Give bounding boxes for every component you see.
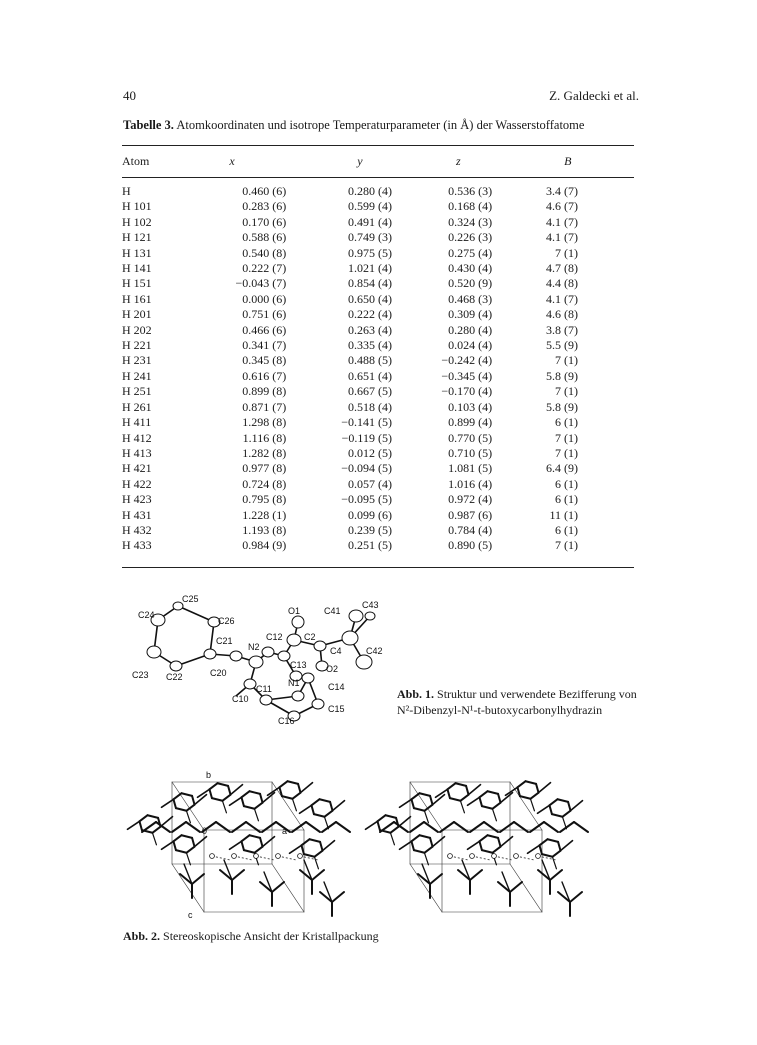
cell-b: 7 (1) [555,384,578,399]
cell-z: 0.275 (4) [448,245,493,260]
cell-atom: H 413 [122,445,152,460]
cell-y: −0.119 (5) [341,430,392,445]
cell-y: −0.094 (5) [341,461,392,476]
table-row [122,323,634,338]
cell-x: 0.871 (7) [242,399,287,414]
table-caption-label: Tabelle 3. [123,118,174,132]
cell-atom: H 131 [122,245,152,260]
molecular-structure-figure [118,592,400,748]
table-row [122,307,634,322]
cell-atom: H 202 [122,322,152,337]
cell-x: 1.116 (8) [242,430,287,445]
cell-z: −0.170 (4) [441,384,493,399]
atom-label-n1: N1 [288,678,300,688]
hydrogen-coordinates-table [122,150,634,554]
cell-y: 0.749 (3) [347,230,392,245]
running-head: Z. Galdecki et al. [549,88,639,103]
table-row [122,492,634,507]
table-top-rule [122,145,634,146]
cell-y: 0.099 (6) [347,507,392,522]
atom-label-c16: C16 [278,716,295,726]
cell-atom: H 121 [122,230,152,245]
cell-b: 11 (1) [549,507,578,522]
cell-x: 0.222 (7) [242,261,287,276]
cell-z: 0.987 (6) [448,507,493,522]
table-row [122,338,634,353]
atom-label-c20: C20 [210,668,227,678]
column-header-x: x [229,153,235,168]
cell-x: 1.193 (8) [242,522,287,537]
table-row [122,276,634,291]
cell-z: 0.770 (5) [448,430,493,445]
cell-z: −0.242 (4) [441,353,493,368]
axis-label-c: c [188,910,193,920]
cell-y: 0.280 (4) [347,184,392,198]
cell-z: 1.016 (4) [448,476,493,491]
atom-label-c25: C25 [182,594,199,604]
cell-atom: H [122,184,131,198]
cell-atom: H 241 [122,368,152,383]
cell-b: 4.1 (7) [546,214,578,229]
atom-label-c10: C10 [232,694,249,704]
column-header-z: z [455,153,461,168]
cell-b: 6 (1) [555,415,578,430]
table-row [122,353,634,368]
cell-atom: H 423 [122,492,152,507]
cell-y: 0.335 (4) [347,338,392,353]
cell-atom: H 231 [122,353,152,368]
cell-y: 0.222 (4) [347,307,392,322]
axis-label-origin: 0 [202,826,208,836]
cell-atom: H 431 [122,507,152,522]
cell-z: 0.536 (3) [448,184,493,198]
cell-atom: H 151 [122,276,152,291]
cell-atom: H 411 [122,415,152,430]
cell-z: 0.430 (4) [448,261,493,276]
atom-label-o1: O1 [288,606,301,616]
cell-y: 0.854 (4) [347,276,392,291]
atom-label-c22: C22 [166,672,183,682]
cell-atom: H 422 [122,476,152,491]
cell-y: 0.239 (5) [347,522,392,537]
cell-atom: H 421 [122,461,152,476]
cell-b: 4.4 (8) [546,276,578,291]
atom-label-c23: C23 [132,670,149,680]
cell-x: 0.588 (6) [242,230,287,245]
cell-z: 0.309 (4) [448,307,493,322]
table-row [122,215,634,230]
cell-z: 0.024 (4) [448,338,493,353]
cell-b: 3.8 (7) [546,322,578,337]
cell-z: 0.520 (9) [448,276,493,291]
atom-label-c13: C13 [290,660,307,670]
atom-label-c15: C15 [328,704,345,714]
atom-label-c12: C12 [266,632,283,642]
figure2-caption-label: Abb. 2. [123,929,161,943]
atom-label-c2: C2 [304,632,316,642]
cell-z: 1.081 (5) [448,461,493,476]
cell-atom: H 161 [122,291,152,306]
cell-b: 7 (1) [555,445,578,460]
cell-x: 0.466 (6) [242,322,287,337]
cell-y: 0.599 (4) [347,199,392,214]
cell-z: 0.899 (4) [448,415,493,430]
atom-label-o2: O2 [326,664,339,674]
table-row [122,246,634,261]
cell-atom: H 251 [122,384,152,399]
axis-label-b: b [206,770,212,780]
column-header-y: y [357,153,363,168]
cell-y: 0.263 (4) [347,322,392,337]
cell-x: 1.228 (1) [242,507,287,522]
cell-z: 0.710 (5) [448,445,493,460]
cell-x: 1.298 (8) [242,415,287,430]
cell-b: 5.8 (9) [546,368,578,383]
cell-x: 0.751 (6) [242,307,287,322]
cell-b: 7 (1) [555,430,578,445]
cell-x: 1.282 (8) [242,445,287,460]
atom-label-c4: C4 [330,646,342,656]
table-row [122,508,634,523]
cell-atom: H 412 [122,430,152,445]
atom-label-c11: C11 [256,684,272,694]
table-row [122,523,634,538]
cell-x: 0.899 (8) [242,384,287,399]
stereo-view-right [365,781,588,916]
cell-y: −0.141 (5) [341,415,392,430]
table-row [122,261,634,276]
cell-atom: H 201 [122,307,152,322]
cell-x: 0.170 (6) [242,214,287,229]
cell-b: 4.7 (8) [546,261,578,276]
cell-b: 7 (1) [555,538,578,553]
cell-x: −0.043 (7) [235,276,287,291]
table-row [122,431,634,446]
table-row [122,199,634,214]
table-row [122,230,634,245]
table-row [122,384,634,399]
cell-x: 0.000 (6) [242,291,287,306]
cell-b: 6.4 (9) [546,461,578,476]
table-caption-text: Atomkoordinaten und isotrope Temperaturparameter (in Å) der Wasserstoffatome [176,118,585,132]
cell-b: 3.4 (7) [546,184,578,198]
cell-x: 0.460 (6) [242,184,287,198]
cell-x: 0.345 (8) [242,353,287,368]
atom-label-c24: C24 [138,610,155,620]
table-row [122,415,634,430]
cell-y: 0.667 (5) [347,384,392,399]
cell-y: 0.012 (5) [347,445,392,460]
table-row [122,400,634,415]
cell-y: 0.491 (4) [347,214,392,229]
cell-x: 0.341 (7) [242,338,287,353]
atom-label-c21: C21 [216,636,233,646]
cell-atom: H 433 [122,538,152,553]
cell-y: 0.650 (4) [347,291,392,306]
cell-atom: H 432 [122,522,152,537]
cell-b: 7 (1) [555,245,578,260]
atom-label-n2: N2 [248,642,260,652]
column-header-b: B [564,153,572,168]
atom-label-c42: C42 [366,646,383,656]
atom-label-c14: C14 [328,682,345,692]
figure1-caption [397,686,637,718]
atom-label-c41: C41 [324,606,341,616]
table-row [122,446,634,461]
cell-z: 0.324 (3) [448,214,493,229]
cell-b: 7 (1) [555,353,578,368]
cell-y: 0.975 (5) [347,245,392,260]
cell-b: 6 (1) [555,476,578,491]
cell-atom: H 221 [122,338,152,353]
atom-label-c43: C43 [362,600,379,610]
cell-atom: H 141 [122,261,152,276]
table-header-row [122,150,634,172]
cell-x: 0.724 (8) [242,476,287,491]
cell-b: 6 (1) [555,492,578,507]
table-row [122,538,634,553]
table-caption [123,118,584,133]
table-row [122,477,634,492]
figure2-caption [123,929,379,944]
cell-b: 6 (1) [555,522,578,537]
cell-y: 0.057 (4) [347,476,392,491]
cell-b: 5.5 (9) [546,338,578,353]
stereo-view-left [127,781,350,916]
cell-x: 0.616 (7) [242,368,287,383]
table-row [122,172,634,199]
cell-z: 0.168 (4) [448,199,493,214]
cell-z: 0.784 (4) [448,522,493,537]
cell-z: 0.226 (3) [448,230,493,245]
cell-y: 0.251 (5) [347,538,392,553]
cell-atom: H 102 [122,214,152,229]
cell-b: 5.8 (9) [546,399,578,414]
cell-y: 0.488 (5) [347,353,392,368]
column-header-atom: Atom [122,153,150,168]
cell-y: 0.651 (4) [347,368,392,383]
table-row [122,369,634,384]
crystal-packing-stereo-figure [122,752,642,922]
axis-label-a: a [282,826,288,836]
cell-z: 0.972 (4) [448,492,493,507]
cell-x: 0.540 (8) [242,245,287,260]
cell-x: 0.977 (8) [242,461,287,476]
cell-x: 0.795 (8) [242,492,287,507]
cell-b: 4.6 (7) [546,199,578,214]
table-row [122,292,634,307]
atom-label-c26: C26 [218,616,235,626]
cell-z: 0.103 (4) [448,399,493,414]
page-number: 40 [123,88,136,103]
cell-y: 0.518 (4) [347,399,392,414]
cell-b: 4.1 (7) [546,291,578,306]
cell-b: 4.1 (7) [546,230,578,245]
cell-y: −0.095 (5) [341,492,392,507]
table-bottom-rule [122,567,634,568]
cell-y: 1.021 (4) [347,261,392,276]
figure1-caption-text: Struktur und verwendete Bezifferung von N²-Dibenzyl-N¹-t-butoxycarbonylhydrazin [397,687,637,717]
table-row [122,461,634,476]
table-body [122,172,634,554]
cell-z: 0.890 (5) [448,538,493,553]
cell-z: −0.345 (4) [441,368,493,383]
cell-b: 4.6 (8) [546,307,578,322]
cell-x: 0.283 (6) [242,199,287,214]
figure1-caption-label: Abb. 1. [397,687,435,701]
cell-atom: H 101 [122,199,152,214]
cell-z: 0.280 (4) [448,322,493,337]
cell-atom: H 261 [122,399,152,414]
figure2-caption-text: Stereoskopische Ansicht der Kristallpackung [163,929,379,943]
cell-x: 0.984 (9) [242,538,287,553]
cell-z: 0.468 (3) [448,291,493,306]
